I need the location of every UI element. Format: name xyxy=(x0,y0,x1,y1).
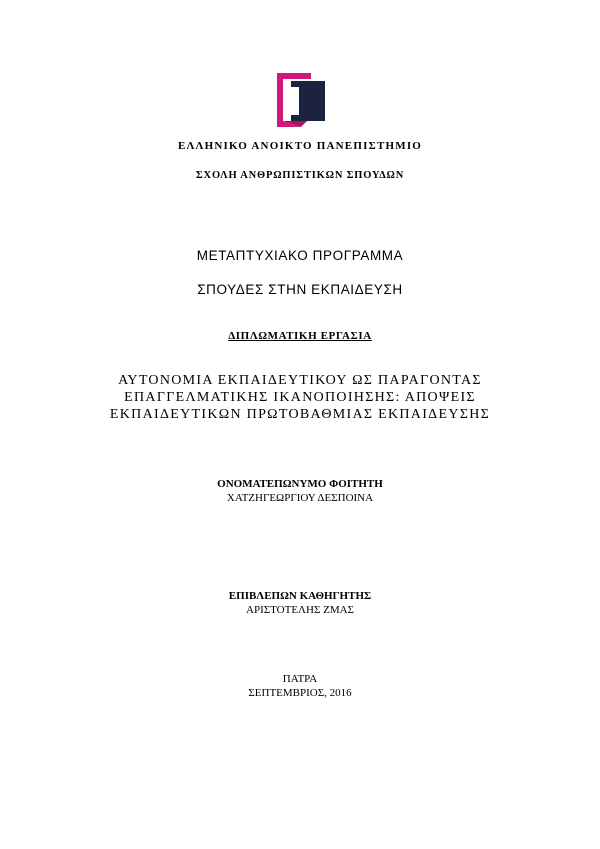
thesis-title-line: ΕΚΠΑΙΔΕΥΤΙΚΩΝ ΠΡΩΤΟΒΑΘΜΙΑΣ ΕΚΠΑΙΔΕΥΣΗΣ xyxy=(109,407,491,422)
thesis-title xyxy=(0,372,600,423)
city: ΠΑΤΡΑ xyxy=(282,673,318,685)
program-name: ΜΕΤΑΠΤΥΧΙΑΚΟ ΠΡΟΓΡΑΜΜΑ xyxy=(196,248,404,263)
supervisor-name: ΑΡΙΣΤΟΤΕΛΗΣ ΖΜΑΣ xyxy=(246,604,354,616)
supervisor-label: ΕΠΙΒΛΕΠΩΝ ΚΑΘΗΓΗΤΗΣ xyxy=(228,590,372,602)
school-name: ΣΧΟΛΗ ΑΝΘΡΩΠΙΣΤΙΚΩΝ ΣΠΟΥΔΩΝ xyxy=(195,170,405,181)
student-name: ΧΑΤΖΗΓΕΩΡΓΙΟΥ ΔΕΣΠΟΙΝΑ xyxy=(226,492,374,504)
program-field: ΣΠΟΥΔΕΣ ΣΤΗΝ ΕΚΠΑΙΔΕΥΣΗ xyxy=(197,282,403,297)
thesis-title-line: ΑΥΤΟΝΟΜΙΑ ΕΚΠΑΙΔΕΥΤΙΚΟΥ ΩΣ ΠΑΡΑΓΟΝΤΑΣ xyxy=(118,373,482,388)
logo-navy-shape xyxy=(291,81,325,121)
date: ΣΕΠΤΕΜΒΡΙΟΣ, 2016 xyxy=(248,687,352,699)
thesis-title-line: ΕΠΑΓΓΕΛΜΑΤΙΚΗΣ ΙΚΑΝΟΠΟΙΗΣΗΣ: ΑΠΟΨΕΙΣ xyxy=(124,390,476,405)
document-type: ΔΙΠΛΩΜΑΤΙΚΗ ΕΡΓΑΣΙΑ xyxy=(228,330,372,342)
university-name: ΕΛΛΗΝΙΚΟ ΑΝΟΙΚΤΟ ΠΑΝΕΠΙΣΤΗΜΙΟ xyxy=(177,140,423,152)
university-logo xyxy=(277,71,325,127)
student-label: ΟΝΟΜΑΤΕΠΩΝΥΜΟ ΦΟΙΤΗΤΗ xyxy=(217,478,383,490)
